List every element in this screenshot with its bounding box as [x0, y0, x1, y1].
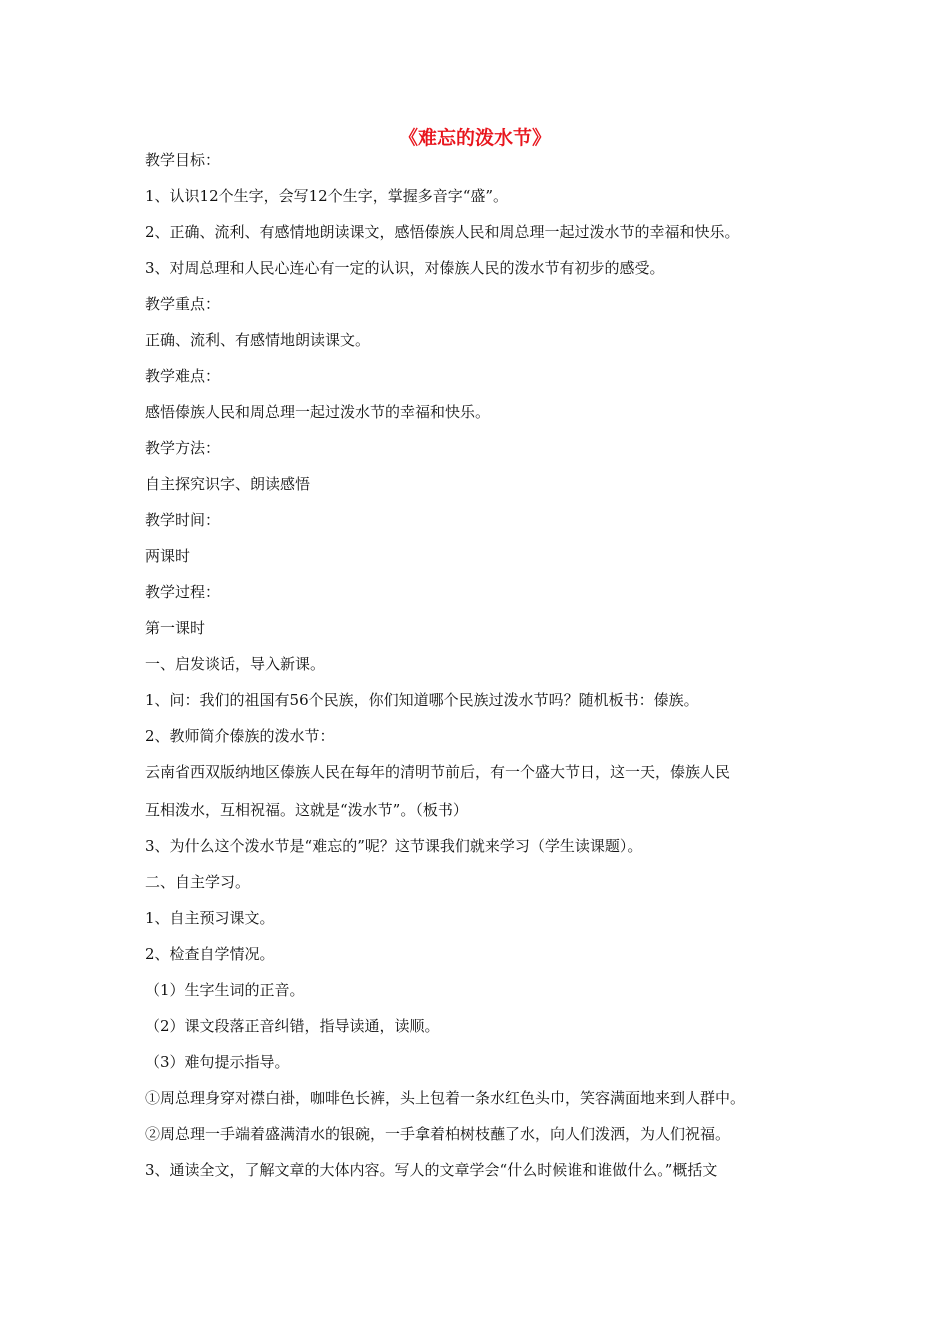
document-title: 《难忘的泼水节》: [398, 127, 551, 149]
key-points-text: 正确、流利、有感情地朗读课文。: [145, 331, 371, 349]
step-two-heading: 二、自主学习。: [145, 873, 251, 891]
difficult-sentence-2: ②周总理一手端着盛满清水的银碗，一手拿着柏树枝蘸了水，向人们泼洒，为人们祝福。: [145, 1125, 731, 1143]
objective-item-1: 1、认识12个生字，会写12个生字，掌握多音字“盛”。: [145, 187, 509, 205]
section-heading-process: 教学过程：: [145, 583, 221, 601]
difficult-sentence-1: ①周总理身穿对襟白褂，咖啡色长裤，头上包着一条水红色头巾，笑容满面地来到人群中。: [145, 1089, 746, 1107]
step-two-item-1: 1、自主预习课文。: [145, 909, 275, 927]
section-heading-difficulties: 教学难点：: [145, 367, 221, 385]
intro-paragraph-line-2: 互相泼水，互相祝福。这就是“泼水节”。（板书）: [145, 801, 468, 819]
sub-item-2: （2）课文段落正音纠错，指导读通，读顺。: [145, 1017, 440, 1035]
sub-item-3: （3）难句提示指导。: [145, 1053, 290, 1071]
step-one-heading: 一、启发谈话，导入新课。: [145, 655, 326, 673]
step-one-item-3: 3、为什么这个泼水节是“难忘的”呢？这节课我们就来学习（学生读课题）。: [145, 837, 643, 855]
document-body: [145, 150, 815, 1196]
step-one-item-2: 2、教师简介傣族的泼水节：: [145, 727, 335, 745]
step-two-item-3: 3、通读全文，了解文章的大体内容。写人的文章学会“什么时候谁和谁做什么。”概括文: [145, 1161, 718, 1179]
section-heading-objectives: 教学目标：: [145, 151, 221, 169]
section-heading-time: 教学时间：: [145, 511, 221, 529]
objective-item-2: 2、正确、流利、有感情地朗读课文，感悟傣族人民和周总理一起过泼水节的幸福和快乐。: [145, 223, 740, 241]
objective-item-3: 3、对周总理和人民心连心有一定的认识，对傣族人民的泼水节有初步的感受。: [145, 259, 665, 277]
intro-paragraph-line-1: 云南省西双版纳地区傣族人民在每年的清明节前后，有一个盛大节日，这一天，傣族人民: [145, 763, 731, 781]
step-two-item-2: 2、检查自学情况。: [145, 945, 275, 963]
lesson-one-heading: 第一课时: [145, 619, 206, 637]
section-heading-key-points: 教学重点：: [145, 295, 221, 313]
difficulties-text: 感悟傣族人民和周总理一起过泼水节的幸福和快乐。: [145, 403, 491, 421]
sub-item-1: （1）生字生词的正音。: [145, 981, 305, 999]
time-text: 两课时: [145, 547, 191, 565]
section-heading-methods: 教学方法：: [145, 439, 221, 457]
methods-text: 自主探究识字、朗读感悟: [145, 475, 311, 493]
step-one-item-1: 1、问：我们的祖国有56个民族，你们知道哪个民族过泼水节吗？随机板书：傣族。: [145, 691, 699, 709]
